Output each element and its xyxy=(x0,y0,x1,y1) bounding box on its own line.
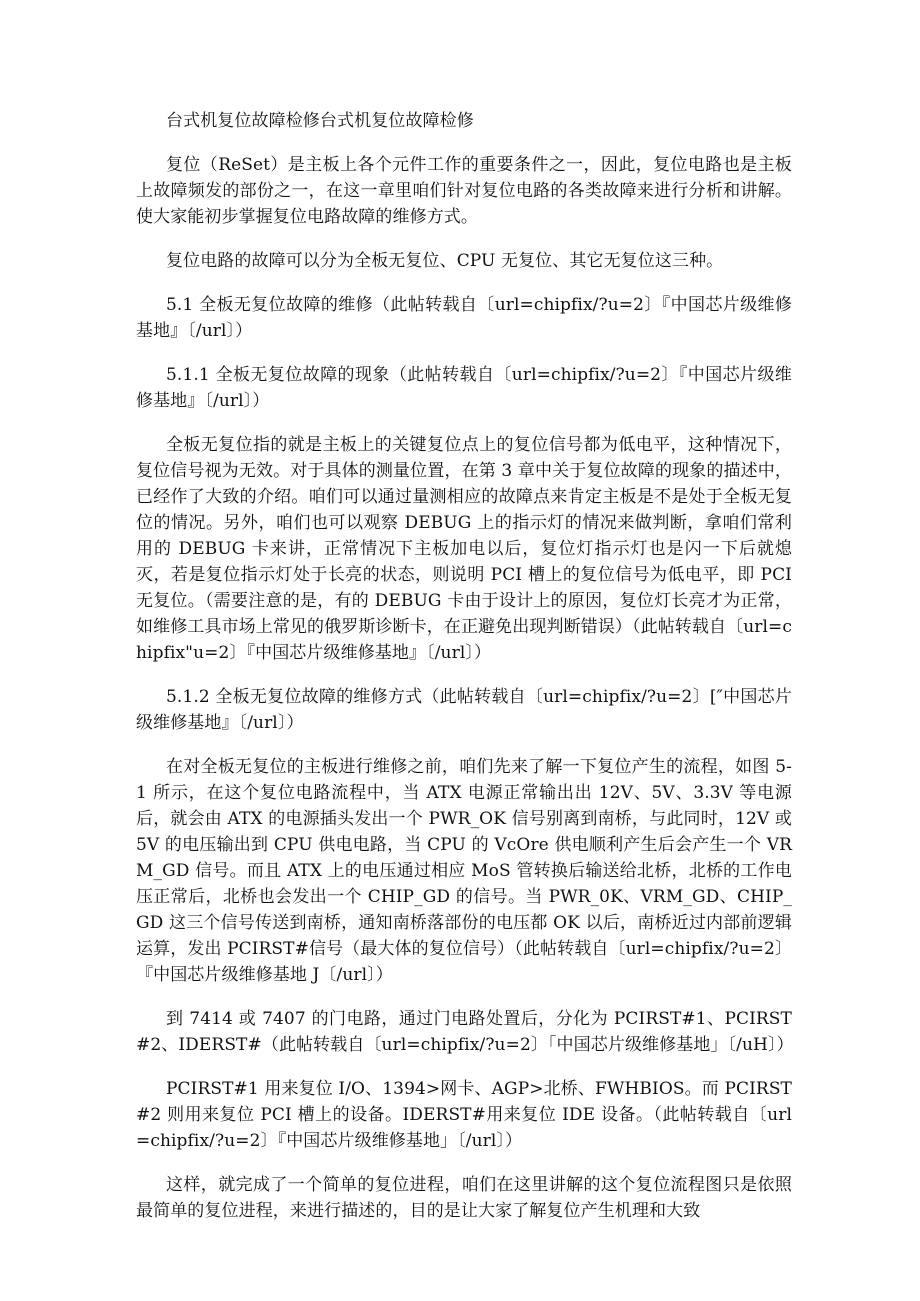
paragraph-summary: 这样，就完成了一个简单的复位进程，咱们在这里讲解的这个复位流程图只是依照最简单的复位进程，来进行描述的，目的是让大家了解复位产生机理和大致 xyxy=(136,1175,792,1221)
document-page xyxy=(136,108,792,1242)
section-heading-5-1-2: 5.1.2 全板无复位故障的维修方式（此帖转载自〔url=chipfix/?u=2〕[″中国芯片级维修基地』〔/url〕） xyxy=(136,687,792,733)
paragraph-symptoms: 全板无复位指的就是主板上的关键复位点上的复位信号都为低电平，这种情况下，复位信号视为无效。对于具体的测量位置，在第 3 章中关于复位故障的现象的描述中，已经作了大致的介绍。咱们可以通过量测相应的故障点来肯定主板是不是处于全板无复位的情况。另外，咱们也可以观察 DEBUG 上的指示灯的情况来做判断，拿咱们常利用的 DEBUG 卡来讲，正常情况下主板加电以后，复位灯指示灯也是闪一下后就熄灭，若是复位指示灯处于长亮的状态，则说明 PCI 槽上的复位信号为低电平，即 PCI 无复位。（需要注意的是，有的 DEBUG 卡由于设计上的原因，复位灯长亮才为正常，如维修工具市场上常见的俄罗斯诊断卡，在正避免出现判断错误）（此帖转载自〔url=chipfix"u=2〕『中国芯片级维修基地』〔/url〕） xyxy=(136,435,792,663)
section-heading-5-1-1: 5.1.1 全板无复位故障的现象（此帖转载自〔url=chipfix/?u=2〕『中国芯片级维修基地』〔/url〕） xyxy=(136,365,792,411)
document-title: 台式机复位故障检修台式机复位故障检修 xyxy=(166,111,474,131)
paragraph-fault-types: 复位电路的故障可以分为全板无复位、CPU 无复位、其它无复位这三种。 xyxy=(166,251,724,271)
paragraph-intro: 复位（ReSet）是主板上各个元件工作的重要条件之一，因此，复位电路也是主板上故障频发的部份之一，在这一章里咱们针对复位电路的各类故障来进行分析和讲解。使大家能初步掌握复位电路故障的维修方式。 xyxy=(136,155,792,227)
section-heading-5-1: 5.1 全板无复位故障的维修（此帖转载自〔url=chipfix/?u=2〕『中国芯片级维修基地』〔/url〕） xyxy=(136,295,792,341)
paragraph-gate-circuit: 到 7414 或 7407 的门电路，通过门电路处置后，分化为 PCIRST#1、PCIRST#2、IDERST#（此帖转载自〔url=chipfix/?u=2〕「中国芯片级维修基地」〔/uH〕） xyxy=(136,1009,794,1055)
paragraph-reset-flow: 在对全板无复位的主板进行维修之前，咱们先来了解一下复位产生的流程，如图 5-1 所示，在这个复位电路流程中，当 ATX 电源正常输出出 12V、5V、3.3V 等电源后，就会由 ATX 的电源插头发出一个 PWR_OK 信号别离到南桥，与此同时，12V 或 5V 的电压输出到 CPU 供电电路，当 CPU 的 VcOre 供电顺利产生后会产生一个 VRM_GD 信号。而且 ATX 上的电压通过相应 MoS 管转换后输送给北桥，北桥的工作电压正常后，北桥也会发出一个 CHIP_GD 的信号。当 PWR_0K、VRM_GD、CHIP_GD 这三个信号传送到南桥，通知南桥落部份的电压都 OK 以后，南桥近过内部前逻辑运算，发出 PCIRST#信号（最大体的复位信号）（此帖转载自〔url=chipfix/?u=2〕『中国芯片级维修基地 J〔/url〕） xyxy=(136,757,792,985)
paragraph-pcirst-usage: PCIRST#1 用来复位 I/O、1394>网卡、AGP>北桥、FWHBIOS。而 PCIRST#2 则用来复位 PCI 槽上的设备。IDERST#用来复位 IDE 设备。（此帖转载自〔url=chipfix/?u=2〕『中国芯片级维修基地」〔/url〕） xyxy=(136,1079,792,1151)
